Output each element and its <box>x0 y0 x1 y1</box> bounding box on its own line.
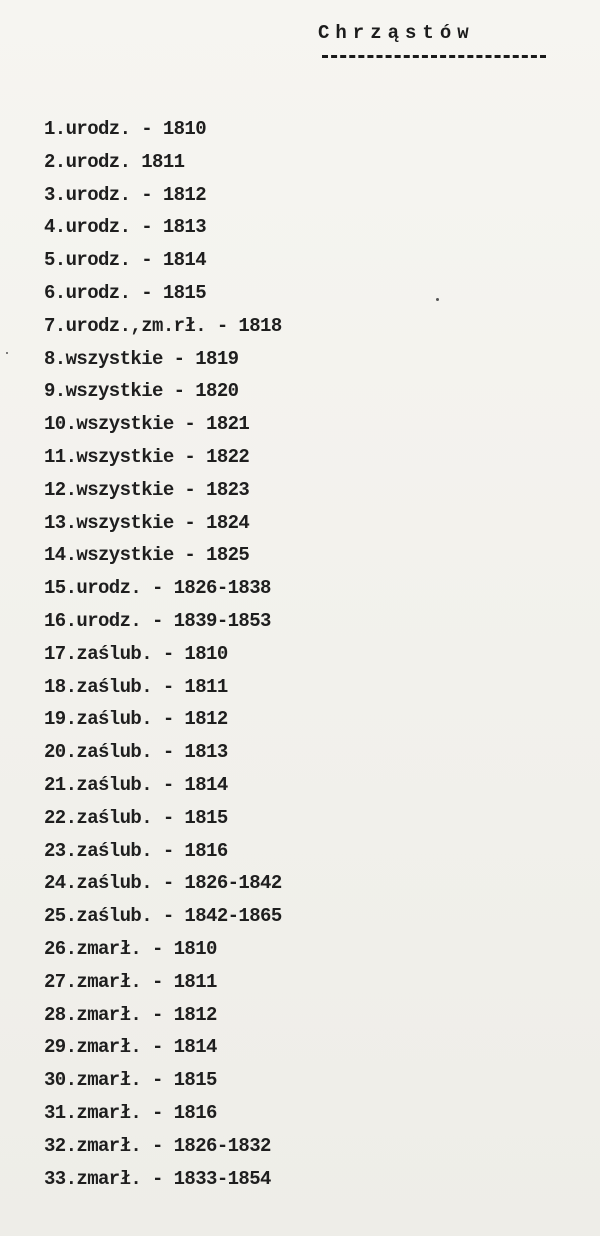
list-item: 25.zaślub. - 1842-1865 <box>44 905 282 928</box>
list-item: 7.urodz.,zm.rł. - 1818 <box>44 314 282 337</box>
list-item: 22.zaślub. - 1815 <box>44 806 228 829</box>
list-item: 17.zaślub. - 1810 <box>44 642 228 665</box>
list-item: 33.zmarł. - 1833-1854 <box>44 1167 271 1190</box>
list-item: 6.urodz. - 1815 <box>44 281 207 304</box>
ink-speck <box>6 352 8 354</box>
list-item: 21.zaślub. - 1814 <box>44 773 228 796</box>
list-item: 14.wszystkie - 1825 <box>44 544 250 567</box>
list-item: 12.wszystkie - 1823 <box>44 478 250 501</box>
list-item: 13.wszystkie - 1824 <box>44 511 250 534</box>
list-item: 26.zmarł. - 1810 <box>44 937 217 960</box>
page-title: Chrząstów <box>318 22 475 44</box>
entry-list <box>44 113 282 1195</box>
list-item: 31.zmarł. - 1816 <box>44 1101 217 1124</box>
list-item: 10.wszystkie - 1821 <box>44 413 250 436</box>
list-item: 4.urodz. - 1813 <box>44 216 207 239</box>
list-item: 3.urodz. - 1812 <box>44 183 207 206</box>
list-item: 9.wszystkie - 1820 <box>44 380 239 403</box>
list-item: 15.urodz. - 1826-1838 <box>44 577 271 600</box>
list-item: 29.zmarł. - 1814 <box>44 1036 217 1059</box>
list-item: 11.wszystkie - 1822 <box>44 445 250 468</box>
ink-speck <box>436 298 439 301</box>
list-item: 2.urodz. 1811 <box>44 150 185 173</box>
list-item: 5.urodz. - 1814 <box>44 249 207 272</box>
list-item: 1.urodz. - 1810 <box>44 118 207 140</box>
list-item: 28.zmarł. - 1812 <box>44 1003 217 1026</box>
list-item: 24.zaślub. - 1826-1842 <box>44 872 282 895</box>
list-item: 32.zmarł. - 1826-1832 <box>44 1134 271 1157</box>
list-item: 19.zaślub. - 1812 <box>44 708 228 731</box>
list-item: 20.zaślub. - 1813 <box>44 741 228 764</box>
list-item: 18.zaślub. - 1811 <box>44 675 228 698</box>
list-item: 23.zaślub. - 1816 <box>44 839 228 862</box>
list-item: 27.zmarł. - 1811 <box>44 970 217 993</box>
list-item: 30.zmarł. - 1815 <box>44 1069 217 1092</box>
list-item: 16.urodz. - 1839-1853 <box>44 609 271 632</box>
title-underline <box>322 55 546 58</box>
list-item: 8.wszystkie - 1819 <box>44 347 239 370</box>
